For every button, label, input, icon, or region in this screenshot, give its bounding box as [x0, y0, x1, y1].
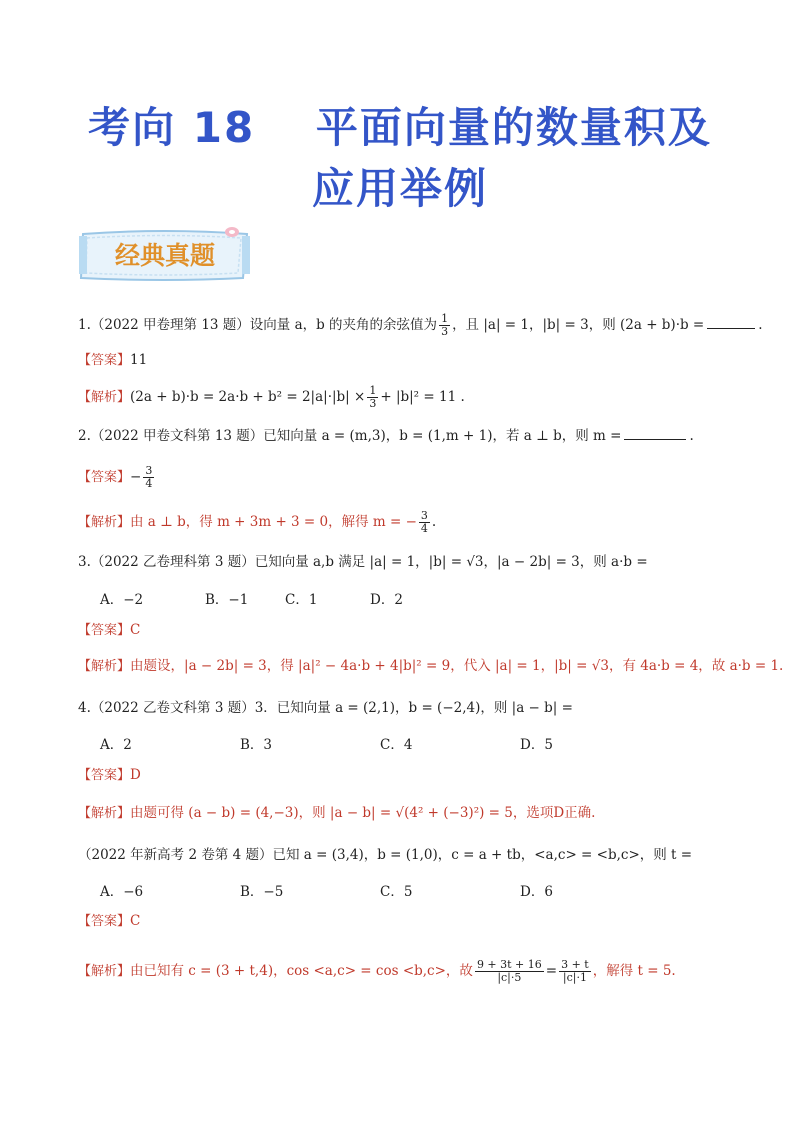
q5-answer: 【答案】C — [78, 913, 141, 929]
q2-answer-fraction: $\frac{3}{4}$ — [145, 464, 153, 490]
q2-analysis: 【解析】由 a ⊥ b，得 m + 3m + 3 = 0，解得 m = − $\frac{3}{4}$ . — [78, 509, 437, 535]
page-title-line-1: 考向 18 平面向量的数量积及 — [88, 103, 712, 152]
q1-stem: 1.（2022 甲卷理第 13 题）设向量 a，b 的夹角的余弦值为 $\frac{1}{3}$ ，且 |a| = 1，|b| = 3，则 (2a + b)·b = . — [78, 312, 763, 338]
q1-analysis-fraction: $\frac{1}{3}$ — [369, 384, 377, 410]
q3-option-c: C．1 — [285, 592, 318, 608]
q5-option-d: D．6 — [520, 884, 553, 900]
q1-answer-blank — [707, 328, 755, 329]
q5-stem: （2022 年新高考 2 卷第 4 题）已知 a = (3,4)，b = (1,0)，c = a + tb，<a,c> = <b,c>，则 t = — [78, 847, 693, 863]
q1-analysis: 【解析】(2a + b)·b = 2a·b + b² = 2|a|·|b| × $\frac{1}{3}$ + |b|² = 11 . — [78, 384, 465, 410]
q3-stem: 3.（2022 乙卷理科第 3 题）已知向量 a,b 满足 |a| = 1，|b| = √3，|a − 2b| = 3，则 a·b = — [78, 554, 648, 570]
section-banner-label: 经典真题 — [114, 241, 216, 270]
q4-option-c: C．4 — [380, 737, 413, 753]
section-banner — [77, 226, 252, 284]
q2-analysis-fraction: $\frac{3}{4}$ — [420, 509, 428, 535]
q2-stem: 2.（2022 甲卷文科第 13 题）已知向量 a = (m,3)，b = (1,m + 1)，若 a ⊥ b，则 m = . — [78, 428, 694, 444]
q4-option-d: D．5 — [520, 737, 553, 753]
q5-fraction-left: $\frac{9 + 3t + 16}{|c|\cdot 5}$ — [476, 958, 542, 984]
q5-option-b: B．−5 — [240, 884, 284, 900]
q4-option-a: A．2 — [100, 737, 132, 753]
page-title-line-2: 应用举例 — [311, 164, 488, 213]
q3-option-a: A．−2 — [100, 592, 144, 608]
q1-fraction: $\frac{1}{3}$ — [441, 312, 449, 338]
q2-answer-blank — [624, 439, 686, 440]
q1-answer: 【答案】11 — [78, 352, 148, 368]
q3-option-b: B．−1 — [205, 592, 249, 608]
q3-option-d: D．2 — [370, 592, 403, 608]
q3-analysis: 【解析】由题设，|a − 2b| = 3，得 |a|² − 4a·b + 4|b|² = 9，代入 |a| = 1，|b| = √3，有 4a·b = 4，故 a·b = 1. — [78, 658, 784, 674]
q4-option-b: B．3 — [240, 737, 273, 753]
q4-analysis: 【解析】由题可得 (a − b) = (4,−3)，则 |a − b| = √(4² + (−3)²) = 5，选项D正确. — [78, 805, 596, 821]
q3-answer: 【答案】C — [78, 622, 141, 638]
q5-fraction-right: $\frac{3 + t}{|c|\cdot 1}$ — [561, 958, 589, 984]
q5-analysis: 【解析】由已知有 c = (3 + t,4)，cos <a,c> = cos <b,c>，故 $\frac{9 + 3t + 16}{|c|\cdot 5}$ = $\frac{3 + t}{|c|\cdot 1}$ ，解得 t = 5. — [78, 958, 676, 984]
q5-option-a: A．−6 — [100, 884, 144, 900]
q2-answer: 【答案】− $\frac{3}{4}$ — [78, 464, 153, 490]
q4-stem: 4.（2022 乙卷文科第 3 题）3．已知向量 a = (2,1)，b = (−2,4)，则 |a − b| = — [78, 700, 573, 716]
q5-option-c: C．5 — [380, 884, 413, 900]
q4-answer: 【答案】D — [78, 767, 141, 783]
